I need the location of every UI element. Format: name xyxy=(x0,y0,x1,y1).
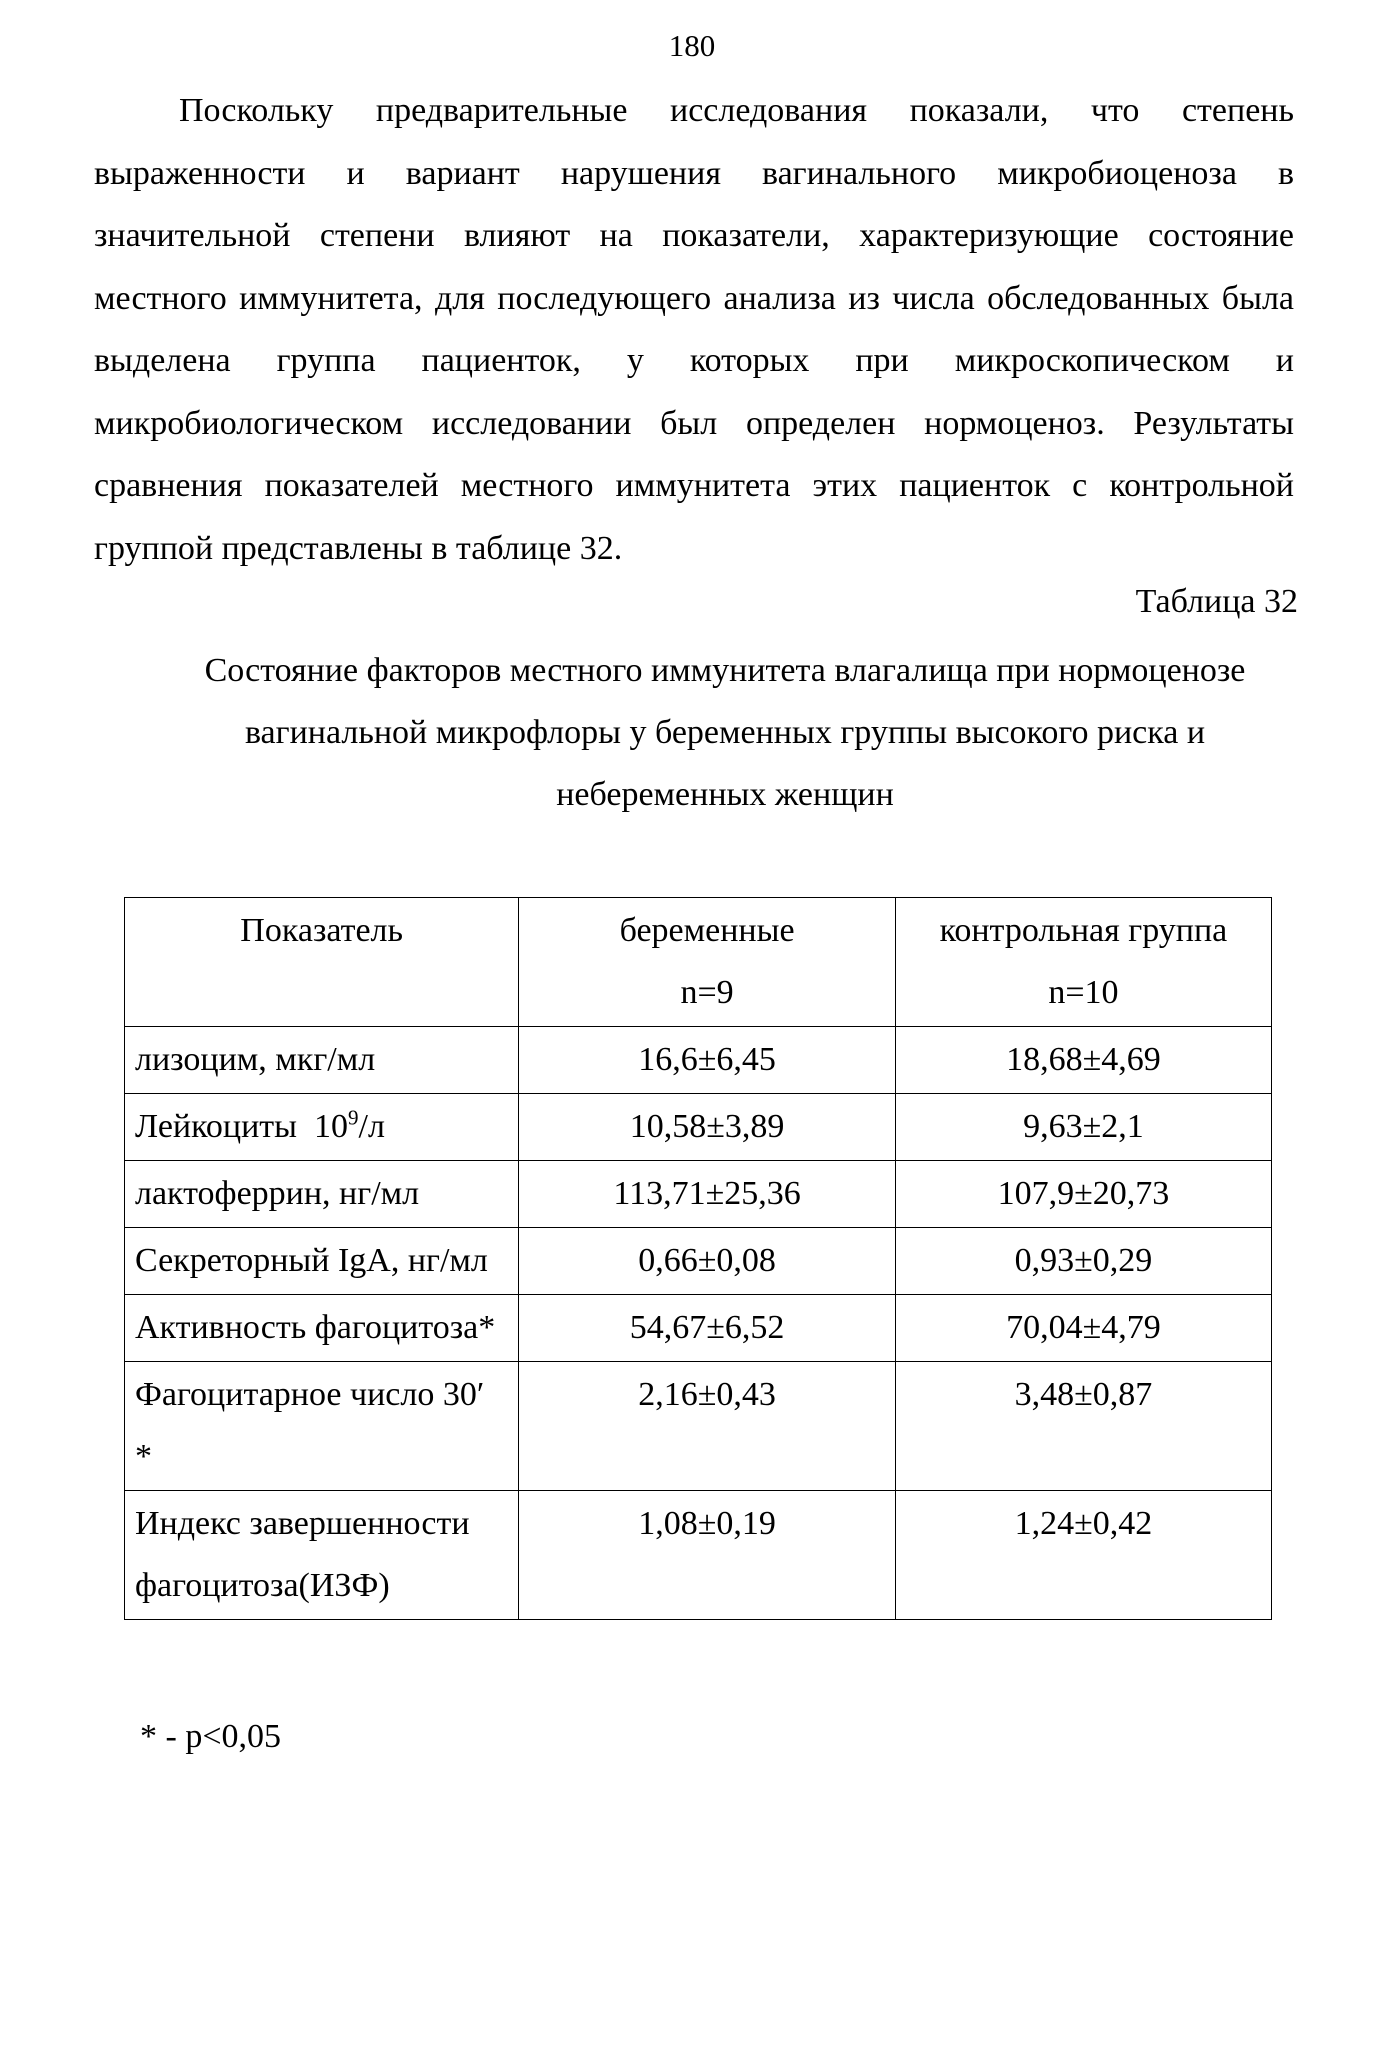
header-pregnant xyxy=(519,898,896,1027)
table-row xyxy=(125,1161,1272,1228)
row-param-superscript: 9 xyxy=(348,1105,359,1130)
table-row xyxy=(125,1027,1272,1094)
table-footnote: * - p<0,05 xyxy=(140,1718,281,1755)
header-pregnant-label: беременные xyxy=(619,912,795,949)
page-number: 180 xyxy=(668,28,716,63)
table-title-line: небеременных женщин xyxy=(556,776,894,813)
row-param-suffix: /л xyxy=(358,1108,385,1145)
row-control-value: 70,04±4,79 xyxy=(895,1295,1271,1362)
header-param xyxy=(125,898,519,1027)
row-pregnant-value: 0,66±0,08 xyxy=(519,1228,896,1295)
row-pregnant-value: 2,16±0,43 xyxy=(519,1362,896,1491)
row-pregnant-value: 113,71±25,36 xyxy=(519,1161,896,1228)
table-row xyxy=(125,1295,1272,1362)
table-row xyxy=(125,1491,1272,1620)
row-control-value: 0,93±0,29 xyxy=(895,1228,1271,1295)
table-header-row xyxy=(125,898,1272,1027)
row-param-prefix: Лейкоциты 10 xyxy=(135,1108,348,1145)
header-pregnant-n: n=9 xyxy=(680,974,734,1011)
results-table xyxy=(124,897,1272,1620)
row-control-value: 107,9±20,73 xyxy=(895,1161,1271,1228)
row-pregnant-value: 1,08±0,19 xyxy=(519,1491,896,1620)
row-param: лизоцим, мкг/мл xyxy=(125,1027,519,1094)
row-pregnant-value: 10,58±3,89 xyxy=(519,1094,896,1161)
row-pregnant-value: 16,6±6,45 xyxy=(519,1027,896,1094)
row-param: Активность фагоцитоза* xyxy=(125,1295,519,1362)
row-control-value: 3,48±0,87 xyxy=(895,1362,1271,1491)
table-title-line: вагинальной микрофлоры у беременных группы высокого риска и xyxy=(244,714,1206,751)
row-pregnant-value: 54,67±6,52 xyxy=(519,1295,896,1362)
row-control-value: 18,68±4,69 xyxy=(895,1027,1271,1094)
row-param: Индекс завершенности фагоцитоза(ИЗФ) xyxy=(125,1491,519,1620)
row-control-value: 9,63±2,1 xyxy=(895,1094,1271,1161)
table-label: Таблица 32 xyxy=(1135,583,1298,620)
row-control-value: 1,24±0,42 xyxy=(895,1491,1271,1620)
header-control-n: n=10 xyxy=(1048,974,1119,1011)
header-param-label: Показатель xyxy=(240,912,404,949)
row-param: Фагоцитарное число 30′ * xyxy=(125,1362,519,1491)
table-title xyxy=(160,640,1290,826)
table-row xyxy=(125,1228,1272,1295)
row-param: лактоферрин, нг/мл xyxy=(125,1161,519,1228)
row-param xyxy=(125,1094,519,1161)
table-row xyxy=(125,1362,1272,1491)
table-title-line: Состояние факторов местного иммунитета влагалища при нормоценозе xyxy=(204,652,1246,689)
body-paragraph: Поскольку предварительные исследования показали, что степень выраженности и вариант нарушения вагинального микробиоценоза в значительной степени влияют на показатели, характеризующие состояние местного иммунитета, для последующего анализа из числа обследованных была выделена группа пациенток, у которых при микроскопическом и микробиологическом исследовании был определен нормоценоз. Результаты сравнения показателей местного иммунитета этих пациенток с контрольной группой представлены в таблице 32. xyxy=(94,92,1294,567)
header-control xyxy=(895,898,1271,1027)
header-control-label: контрольная группа xyxy=(939,912,1228,949)
table-row xyxy=(125,1094,1272,1161)
row-param: Секреторный IgA, нг/мл xyxy=(125,1228,519,1295)
